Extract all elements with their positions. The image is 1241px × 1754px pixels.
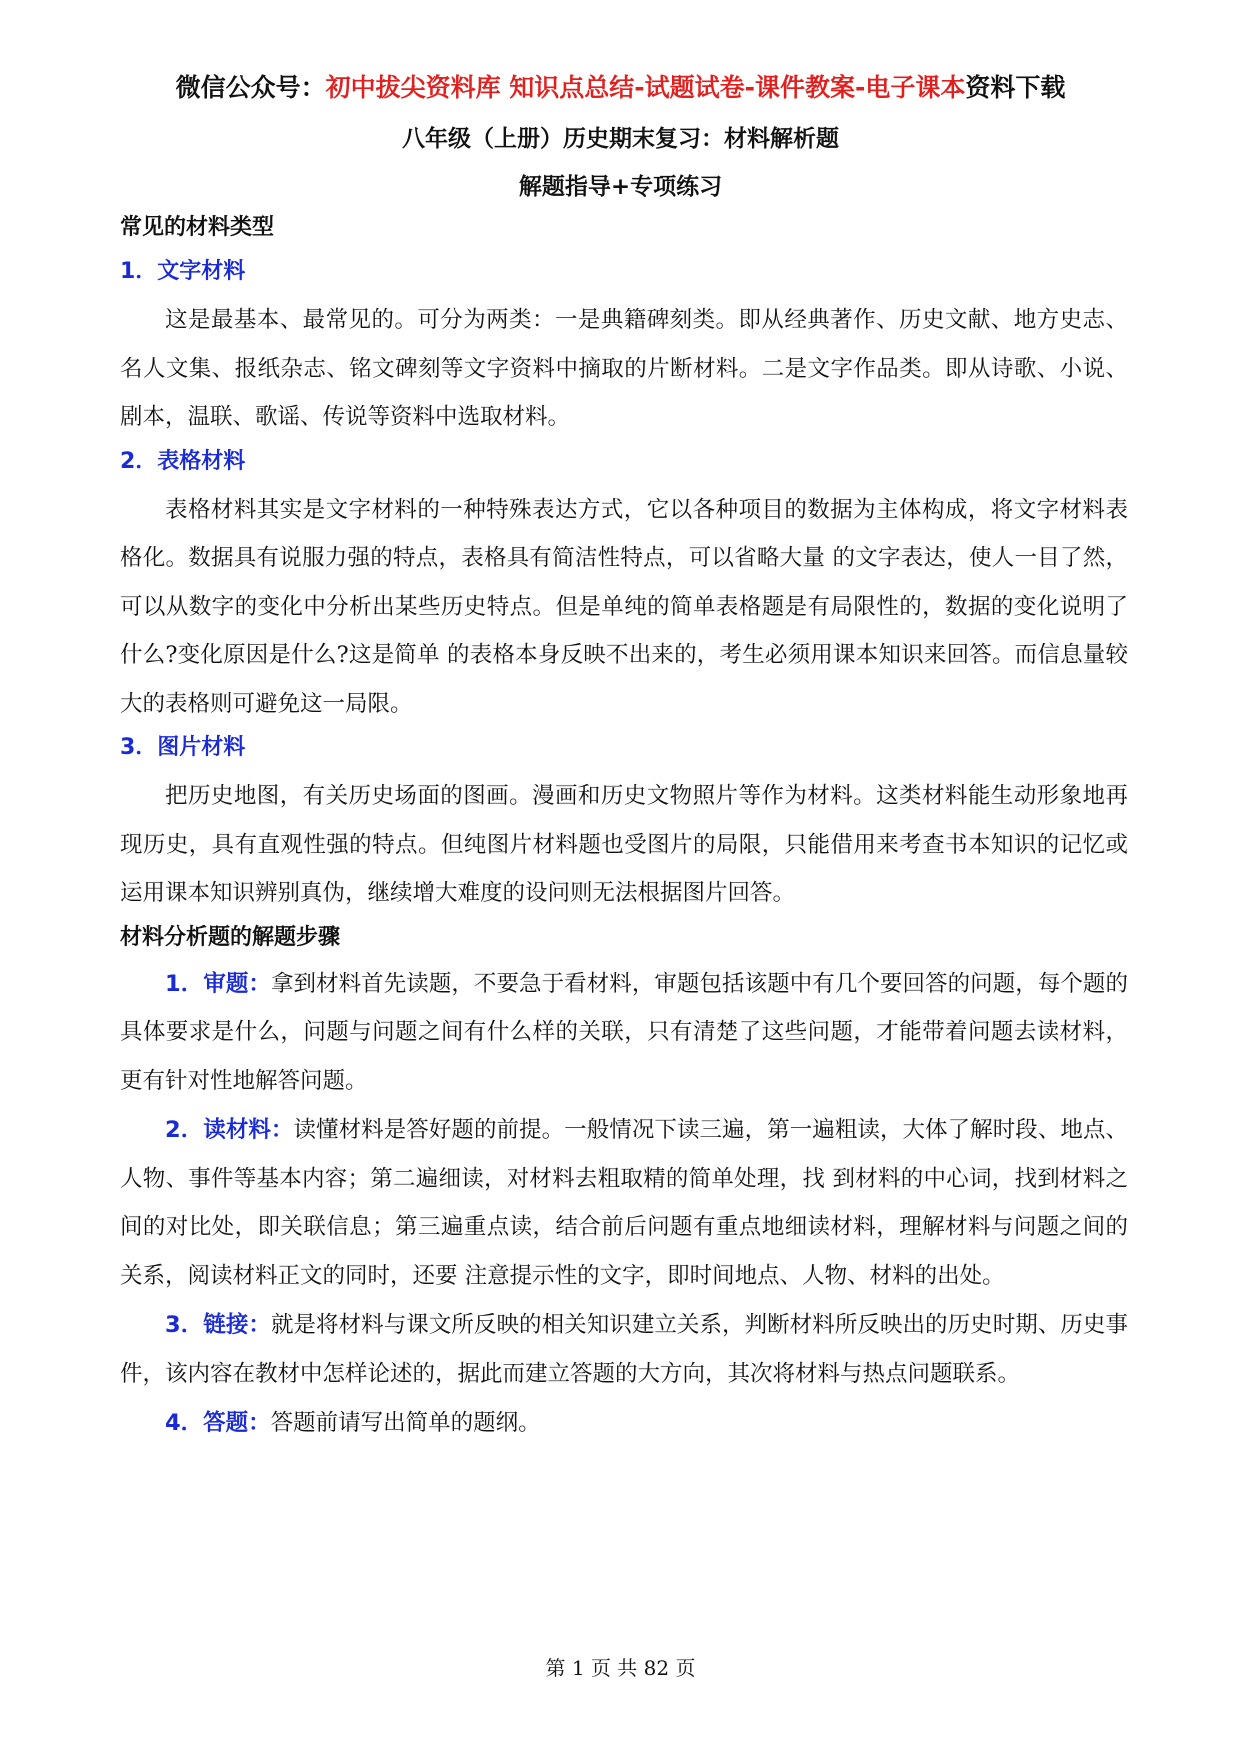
subheading-image-material: 3．图片材料: [120, 735, 246, 760]
step-label: 3．链接：: [165, 1312, 271, 1338]
paragraph-table-material: 表格材料其实是文字材料的一种特殊表达方式，它以各种项目的数据为主体构成，将文字材料表格化。数据具有说服力强的特点，表格具有简洁性特点，可以省略大量 的文字表达，使人一目了然，可以从数字的变化中分析出某些历史特点。但是单纯的简单表格题是有局限性的，数据的变化说明了什么?变化原因是什么?这是简单 的表格本身反映不出来的，考生必须用课本知识来回答。而信息量较大的表格则可避免这一局限。: [120, 496, 1128, 717]
document-subtitle: 解题指导+专项练习: [518, 174, 723, 200]
paragraph-image-material: 把历史地图，有关历史场面的图画。漫画和历史文物照片等作为材料。这类材料能生动形象地再现历史，具有直观性强的特点。但纯图片材料题也受图片的局限，只能借用来考查书本知识的记忆或运用课本知识辨别真伪，继续增大难度的设问则无法根据图片回答。: [120, 783, 1128, 906]
wechat-banner: [0, 68, 1241, 104]
paragraph-text-material: 这是最基本、最常见的。可分为两类：一是典籍碑刻类。即从经典著作、历史文献、地方史志、名人文集、报纸杂志、铭文碑刻等文字资料中摘取的片断材料。二是文字作品类。即从诗歌、小说、剧本，温联、歌谣、传说等资料中选取材料。: [120, 307, 1128, 430]
section-heading-material-types: 常见的材料类型: [120, 215, 275, 240]
section-heading-solving-steps: 材料分析题的解题步骤: [120, 924, 341, 950]
subheading-table-material: 2．表格材料: [120, 448, 246, 474]
banner-suffix: 资料下载: [965, 73, 1066, 102]
step-text: 答题前请写出简单的题纲。: [270, 1410, 541, 1436]
step-label: 1．审题：: [165, 970, 271, 997]
step-label: 2．读材料：: [165, 1117, 294, 1143]
step-read-material: [120, 1106, 1128, 1300]
subheading-text-material: 1．文字材料: [120, 259, 246, 284]
step-text: 拿到材料首先读题，不要急于看材料，审题包括该题中有几个要回答的问题，每个题的具体要求是什么，问题与问题之间有什么样的关联，只有清楚了这些问题，才能带着问题去读材料，更有针对性地解答问题。: [120, 970, 1128, 1094]
document-title: 八年级（上册）历史期末复习：材料解析题: [402, 126, 839, 152]
step-text: 就是将材料与课文所反映的相关知识建立关系，判断材料所反映出的历史时期、历史事件，该内容在教材中怎样论述的，据此而建立答题的大方向，其次将材料与热点问题联系。: [120, 1312, 1128, 1387]
page-number-footer: 第 1 页 共 82 页: [545, 1656, 696, 1680]
step-answer: [120, 1399, 1128, 1448]
banner-highlight: 初中拔尖资料库 知识点总结-试题试卷-课件教案-电子课本: [325, 73, 966, 102]
step-label: 4．答题：: [165, 1410, 271, 1436]
step-text: 读懂材料是答好题的前提。一般情况下读三遍，第一遍粗读，大体了解时段、地点、人物、事件等基本内容；第二遍细读，对材料去粗取精的简单处理，找 到材料的中心词，找到材料之间的对比处，即关联信息；第三遍重点读，结合前后问题有重点地细读材料，理解材料与问题之间的关系，阅读材料正文的同时，还要 注意提示性的文字，即时间地点、人物、材料的出处。: [120, 1117, 1128, 1289]
document-body: [120, 214, 1128, 1449]
step-review-question: [120, 960, 1128, 1106]
banner-prefix: 微信公众号：: [175, 73, 326, 102]
step-link: [120, 1301, 1128, 1398]
